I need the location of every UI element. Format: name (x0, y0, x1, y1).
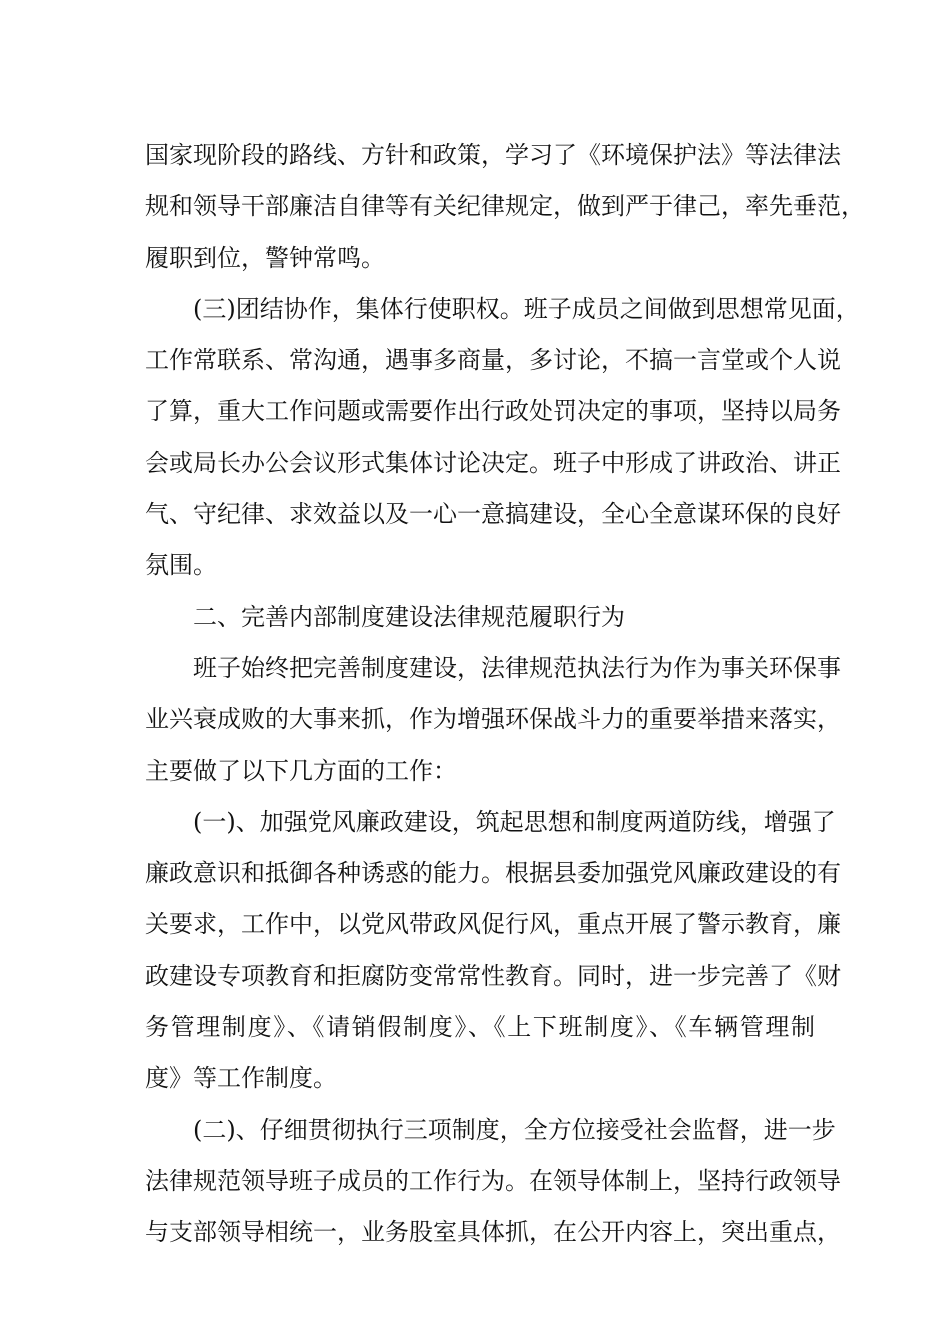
text-line: 氛围。 (145, 551, 217, 580)
text-line: 关要求，工作中，以党风带政风促行风，重点开展了警示教育，廉 (145, 910, 841, 939)
text-line: 务管理制度》、《请销假制度》、《上下班制度》、《车辆管理制 (145, 1013, 815, 1042)
text-line: 了算，重大工作问题或需要作出行政处罚决定的事项，坚持以局务 (145, 397, 841, 426)
text-line: 气、守纪律、求效益以及一心一意搞建设，全心全意谋环保的良好 (145, 500, 841, 529)
text-line: 业兴衰成败的大事来抓，作为增强环保战斗力的重要举措来落实， (145, 705, 841, 734)
text-line: 规和领导干部廉洁自律等有关纪律规定，做到严于律己，率先垂范， (145, 192, 865, 221)
text-line: 政建设专项教育和拒腐防变常常性教育。同时，进一步完善了《财 (145, 961, 841, 990)
paragraph-p2 (145, 284, 860, 592)
paragraph-p6 (145, 1105, 841, 1259)
document-body (145, 130, 865, 1259)
text-line: 履职到位，警钟常鸣。 (145, 243, 385, 272)
text-line: 主要做了以下几方面的工作： (145, 756, 457, 785)
text-line: 法律规范领导班子成员的工作行为。在领导体制上，坚持行政领导 (145, 1166, 841, 1195)
paragraph-p1 (145, 130, 865, 284)
text-line: 廉政意识和抵御各种诱惑的能力。根据县委加强党风廉政建设的有 (145, 859, 841, 888)
paragraph-p4 (145, 643, 841, 797)
paragraph-p5 (145, 797, 841, 1105)
text-line: (三)团结协作，集体行使职权。班子成员之间做到思想常见面， (193, 294, 860, 323)
text-line: 二、完善内部制度建设法律规范履职行为 (193, 602, 625, 631)
text-line: 会或局长办公会议形式集体讨论决定。班子中形成了讲政治、讲正 (145, 448, 841, 477)
text-line: 与支部领导相统一，业务股室具体抓，在公开内容上，突出重点， (145, 1218, 841, 1247)
text-line: 班子始终把完善制度建设，法律规范执法行为作为事关环保事 (193, 653, 841, 682)
text-line: 度》等工作制度。 (145, 1064, 337, 1093)
text-line: (二)、仔细贯彻执行三项制度，全方位接受社会监督，进一步 (193, 1115, 836, 1144)
text-line: (一)、加强党风廉政建设，筑起思想和制度两道防线，增强了 (193, 807, 836, 836)
paragraph-p3 (145, 592, 815, 643)
text-line: 工作常联系、常沟通，遇事多商量，多讨论，不搞一言堂或个人说 (145, 346, 841, 375)
text-line: 国家现阶段的路线、方针和政策，学习了《环境保护法》等法律法 (145, 141, 841, 169)
